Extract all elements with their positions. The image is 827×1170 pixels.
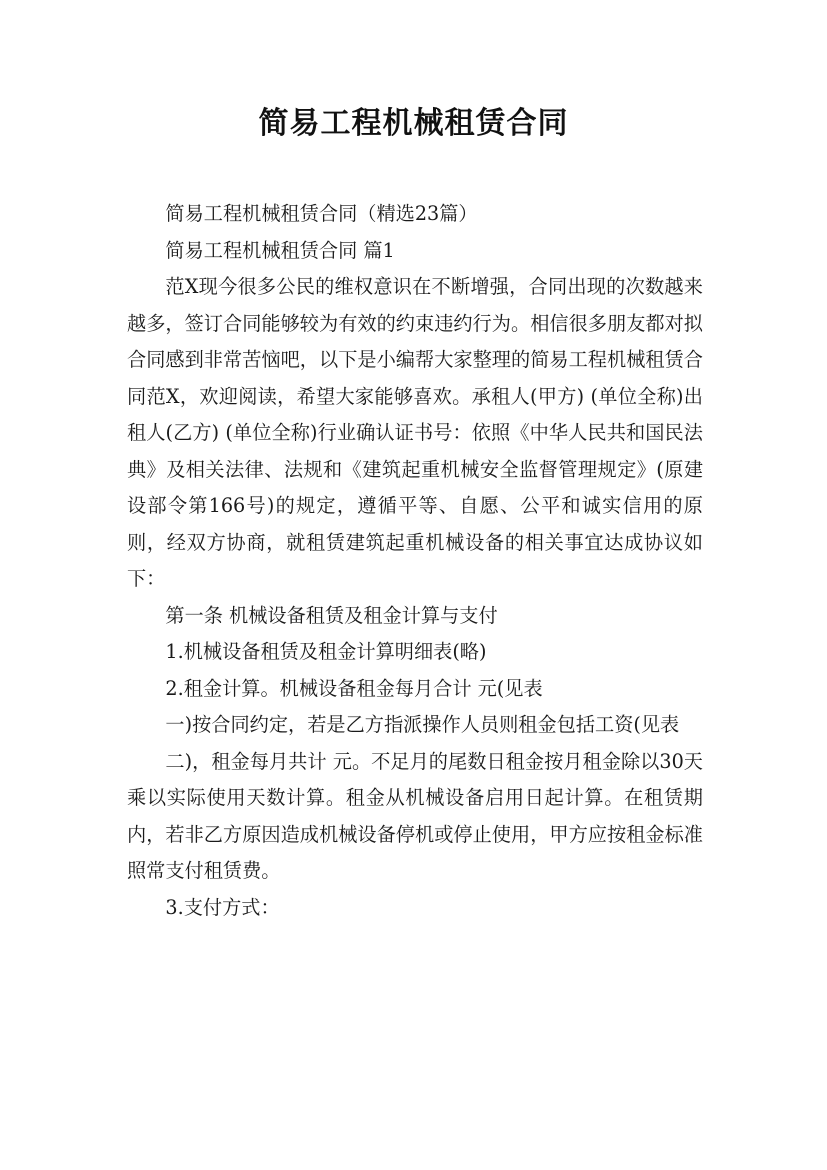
paragraph-subtitle: 简易工程机械租赁合同（精选23篇） — [165, 202, 478, 225]
paragraph-article-one-heading: 第一条 机械设备租赁及租金计算与支付 — [165, 603, 498, 627]
paragraph-section-heading: 简易工程机械租赁合同 篇1 — [165, 238, 395, 262]
paragraph-item-2-table-1: 一)按合同约定，若是乙方指派操作人员则租金包括工资(见表 — [165, 713, 680, 736]
document-body — [127, 196, 703, 926]
paragraph-item-2: 2.租金计算。机械设备租金每月合计 元(见表 — [165, 676, 543, 700]
document-title: 简易工程机械租赁合同 — [258, 106, 569, 141]
paragraph-intro: 范X现今很多公民的维权意识在不断增强，合同出现的次数越来越多，签订合同能够较为有效的约束违约行为。相信很多朋友都对拟合同感到非常苦恼吧，以下是小编帮大家整理的简易工程机械租赁合同范X，欢迎阅读，希望大家能够喜欢。承租人(甲方) (单位全称)出租人(乙方) (单位全称)行业确认证书号：依照《中华人民共和国民法典》及相关法律、法规和《建筑起重机械安全监督管理规定》(原建设部令第166号)的规定，遵循平等、自愿、公平和诚实信用的原则，经双方协商，就租赁建筑起重机械设备的相关事宜达成协议如下： — [127, 275, 703, 590]
paragraph-item-3: 3.支付方式： — [165, 895, 280, 919]
paragraph-item-1: 1.机械设备租赁及租金计算明细表(略) — [165, 640, 487, 663]
paragraph-item-2-table-2: 二)，租金每月共计 元。不足月的尾数日租金按月租金除以30天乘以实际使用天数计算。租金从机械设备启用日起计算。在租赁期内，若非乙方原因造成机械设备停机或停止使用，甲方应按租金标准照常支付租赁费。 — [127, 749, 703, 882]
